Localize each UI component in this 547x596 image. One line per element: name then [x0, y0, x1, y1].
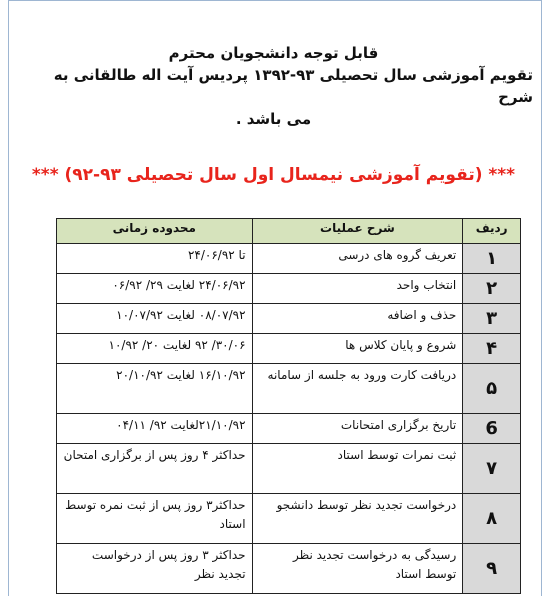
notice-heading	[14, 42, 533, 130]
notice-line-1: قابل توجه دانشجویان محترم	[168, 44, 379, 62]
row-number: ۹	[463, 544, 521, 594]
notice-line-3: می باشد .	[235, 110, 312, 128]
row-operation: درخواست تجدید نظر توسط دانشجو	[252, 494, 463, 544]
academic-calendar-table	[56, 218, 521, 594]
page-frame-top	[8, 0, 542, 1]
row-number: ۵	[463, 364, 521, 414]
header-operation: شرح عملیات	[252, 219, 463, 244]
table-row	[57, 304, 521, 334]
row-number: ۴	[463, 334, 521, 364]
table-header-row	[57, 219, 521, 244]
row-time-range: حداکثر ۳ روز پس از درخواست تجدید نظر	[57, 544, 253, 594]
row-time-range: ۲۴/۰۶/۹۲ لغایت ۲۹/ ۰۶/۹۲	[57, 274, 253, 304]
header-time-range: محدوده زمانی	[57, 219, 253, 244]
row-time-range: حداکثر ۴ روز پس از برگزاری امتحان	[57, 444, 253, 494]
row-number: ۳	[463, 304, 521, 334]
row-time-range: ۰۸/۰۷/۹۲ لغایت ۱۰/۰۷/۹۲	[57, 304, 253, 334]
table-row	[57, 244, 521, 274]
row-time-range: تا ۲۴/۰۶/۹۲	[57, 244, 253, 274]
row-time-range: ۲۱/۱۰/۹۲لغایت ۹۲/ ۰۴/۱۱	[57, 414, 253, 444]
table-row	[57, 544, 521, 594]
row-operation: انتخاب واحد	[252, 274, 463, 304]
row-number: ۱	[463, 244, 521, 274]
table-row	[57, 494, 521, 544]
table-row	[57, 364, 521, 414]
row-operation: تعریف گروه های درسی	[252, 244, 463, 274]
row-number: ۲	[463, 274, 521, 304]
page-frame-right	[541, 0, 542, 596]
row-number: 6	[463, 414, 521, 444]
table-row	[57, 274, 521, 304]
row-operation: شروع و پایان کلاس ها	[252, 334, 463, 364]
row-operation: رسیدگی به درخواست تجدید نظر توسط استاد	[252, 544, 463, 594]
row-operation: ثبت نمرات توسط استاد	[252, 444, 463, 494]
notice-line-2: تقویم آموزشی سال تحصیلی ۹۳-۱۳۹۲ پردیس آیت اله طالقانی به شرح	[53, 66, 533, 106]
row-time-range: حداکثر۳ روز پس از ثبت نمره توسط استاد	[57, 494, 253, 544]
table-row	[57, 334, 521, 364]
row-number: ۸	[463, 494, 521, 544]
row-number: ۷	[463, 444, 521, 494]
row-operation: تاریخ برگزاری امتحانات	[252, 414, 463, 444]
row-operation: دریافت کارت ورود به جلسه از سامانه	[252, 364, 463, 414]
row-time-range: ۳۰/۰۶/ ۹۲ لغایت ۲۰/ ۱۰/۹۲	[57, 334, 253, 364]
table-row	[57, 414, 521, 444]
row-operation: حذف و اضافه	[252, 304, 463, 334]
header-row-number: ردیف	[463, 219, 521, 244]
row-time-range: ۱۶/۱۰/۹۲ لغایت ۲۰/۱۰/۹۲	[57, 364, 253, 414]
table-row	[57, 444, 521, 494]
page-frame-left	[8, 0, 9, 596]
semester-title: *** (تقویم آموزشی نیمسال اول سال تحصیلی ۹۳-۹۲) ***	[31, 165, 516, 185]
